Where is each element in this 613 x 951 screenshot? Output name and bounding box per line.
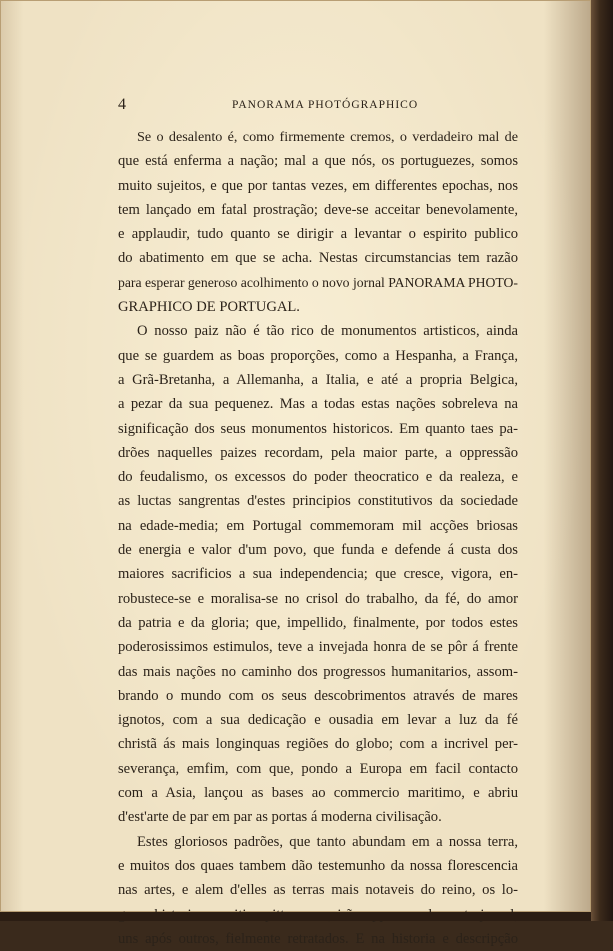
body-text [118, 125, 518, 951]
text-line: a pezar da sua pequenez. Mas a todas estas nações sobreleva na [118, 396, 518, 413]
text-line: que está enferma a nação; mal a que nós, os portuguezes, somos [118, 153, 518, 170]
text-line: e applaudir, tudo quanto se dirigir a levantar o espirito publico [118, 226, 518, 243]
text-line: christã ás mais longinquas regiões do globo; com a incrivel per- [118, 736, 518, 753]
text-line: que se guardem as boas proporções, como a Hespanha, a França, [118, 347, 518, 364]
text-line: nas artes, e alem d'elles as terras mais notaveis do reino, os lo- [118, 882, 518, 899]
text-line: do feudalismo, os excessos do poder theocratico e da realeza, e [118, 469, 518, 486]
page-bottom-edge [0, 912, 591, 921]
text-line: a Grã-Bretanha, a Allemanha, a Italia, e até a propria Belgica, [118, 371, 518, 388]
text-line: de energia e valor d'um povo, que funda e defende á custa dos [118, 542, 518, 559]
book-spine [591, 0, 613, 921]
text-line: robustece-se e moralisa-se no crisol do trabalho, da fé, do amor [118, 590, 518, 607]
text-line: para esperar generoso acolhimento o novo jornal PANORAMA PHOTO- [118, 274, 518, 290]
page-number: 4 [118, 96, 126, 113]
text-line: d'est'arte de par em par as portas á moderna civilisação. [118, 809, 442, 826]
running-head: PANORAMA PHOTÓGRAPHICO [232, 99, 419, 111]
text-line: O nosso paiz não é tão rico de monumentos artisticos, ainda [137, 323, 518, 340]
text-line: as luctas sangrentas d'estes principios constitutivos da sociedade [118, 493, 518, 510]
text-line: da patria e da gloria; que, impellido, finalmente, por todos estes [118, 614, 518, 631]
text-line: poderosissimos estimulos, teve a invejada honra de se pôr á frente [118, 639, 518, 656]
text-line: Se o desalento é, como firmemente cremos, o verdadeiro mal de [137, 129, 518, 145]
page-header [118, 96, 518, 116]
text-line: muito sujeitos, e que por tantas vezes, em differentes epochas, nos [118, 177, 518, 194]
text-line: das mais nações no caminho dos progressos humanitarios, assom- [118, 663, 518, 680]
text-line: do abatimento em que se acha. Nestas circumstancias tem razão [118, 250, 518, 267]
text-line: brando o mundo com os seus descobrimentos através de mares [118, 687, 518, 704]
text-line: uns após outros, fielmente retratados. E na historia e descripção [118, 930, 518, 947]
text-line: severança, emfim, com que, pondo a Europa em facil contacto [118, 760, 518, 777]
text-line: drões naquelles paizes recordam, pela maior parte, a oppressão [118, 444, 518, 461]
text-line: ignotos, com a sua dedicação e ousadia em levar a luz da fé [118, 712, 518, 729]
text-line: maiores sacrificios a sua independencia; que cresce, vigora, en- [118, 566, 518, 583]
text-line: na edade-media; em Portugal commemoram mil acções briosas [118, 517, 518, 534]
text-line: significação dos seus monumentos historicos. Em quanto taes pa- [118, 420, 518, 437]
text-line: GRAPHICO DE PORTUGAL. [118, 299, 300, 316]
text-line: e muitos dos quaes tambem dão testemunho da nossa florescencia [118, 857, 518, 874]
text-line: com a Asia, lançou as bases ao commercio maritimo, e abriu [118, 785, 518, 802]
text-line: tem lançado em fatal prostração; deve-se acceitar benevolamente, [118, 201, 518, 218]
text-line: Estes gloriosos padrões, que tanto abundam em a nossa terra, [137, 833, 518, 850]
